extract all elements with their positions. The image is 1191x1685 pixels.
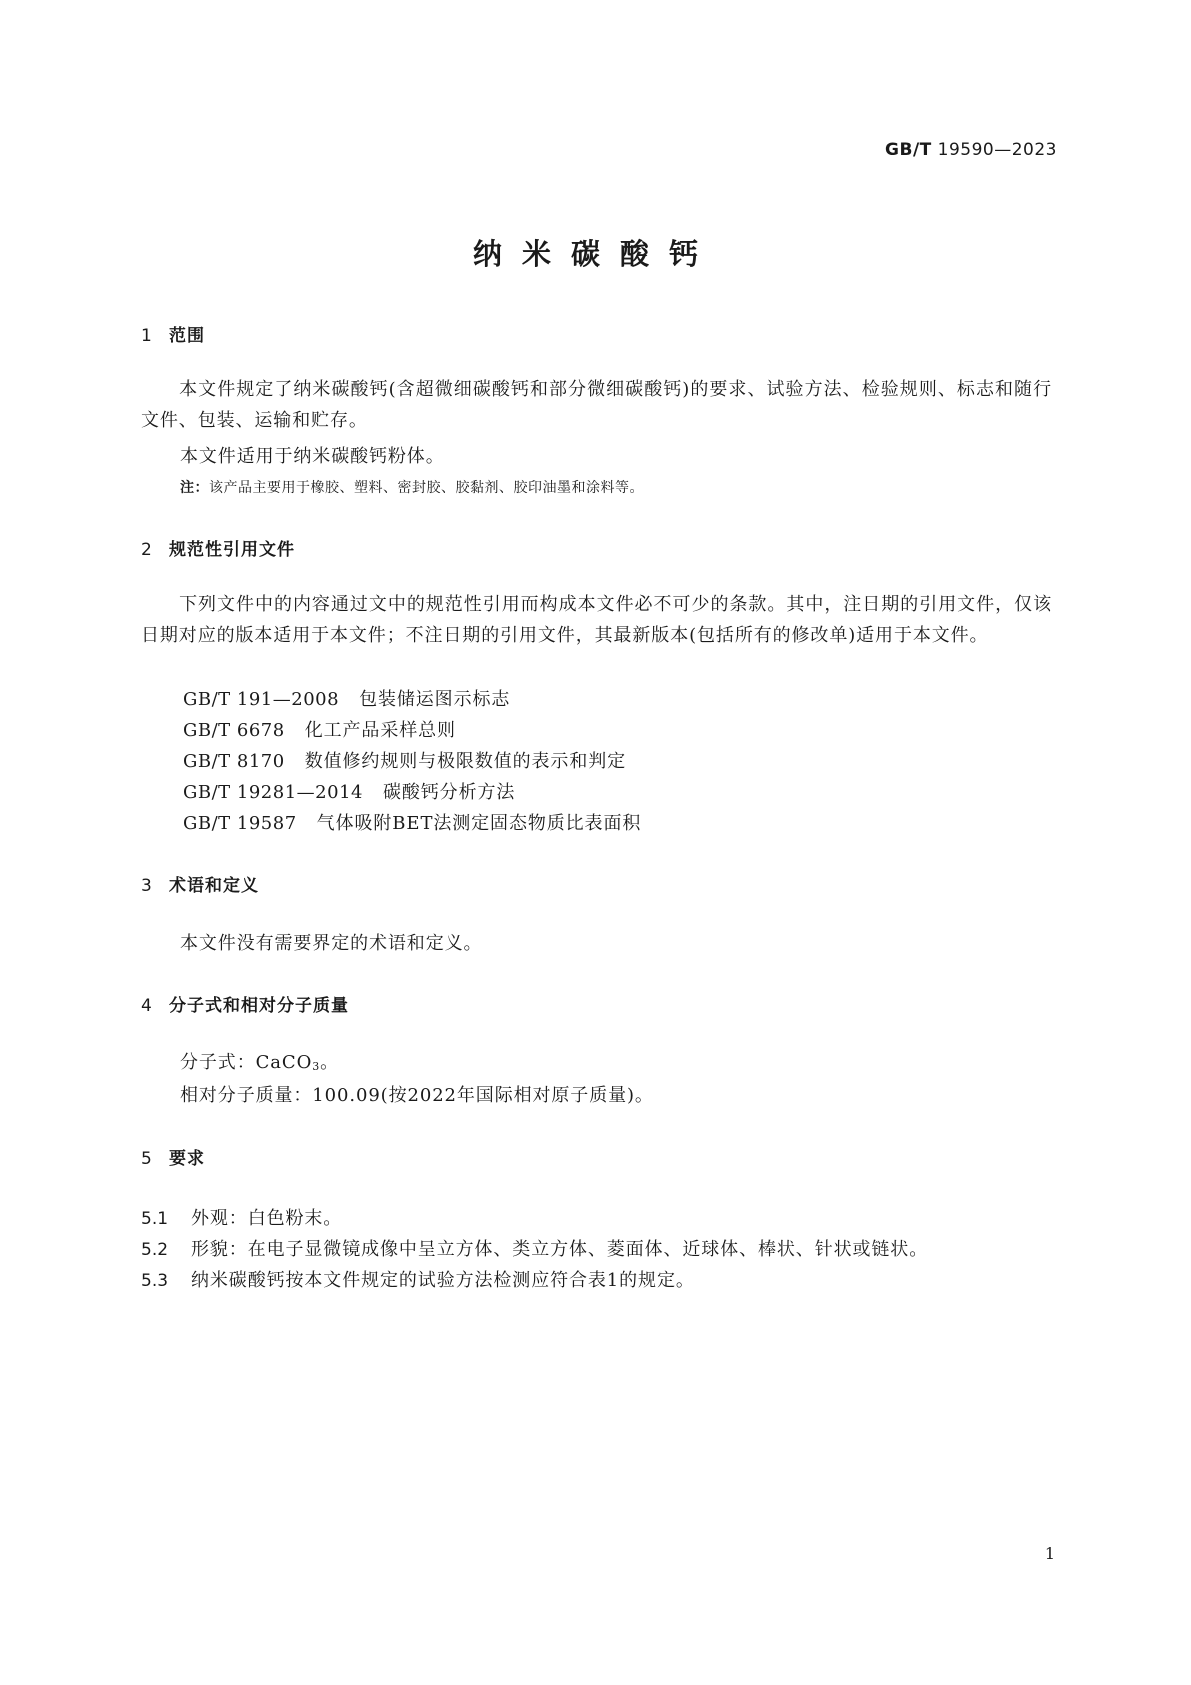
section-title: 规范性引用文件 — [169, 540, 295, 560]
references-paragraph: 下列文件中的内容通过文中的规范性引用而构成本文件必不可少的条款。其中，注日期的引用文件，仅该日期对应的版本适用于本文件；不注日期的引用文件，其最新版本(包括所有的修改单)适用于本文件。 — [141, 594, 1052, 646]
reference-title: 包装储运图示标志 — [359, 689, 511, 710]
reference-code: GB/T 6678 — [183, 720, 285, 741]
clause-text: 纳米碳酸钙按本文件规定的试验方法检测应符合表1的规定。 — [191, 1270, 695, 1291]
reference-item — [183, 716, 456, 742]
reference-code: GB/T 191—2008 — [183, 689, 340, 710]
clause-text: 形貌：在电子显微镜成像中呈立方体、类立方体、菱面体、近球体、棒状、针状或链状。 — [191, 1239, 929, 1260]
clause-text: 外观：白色粉末。 — [191, 1208, 343, 1229]
clause-number: 5.3 — [141, 1271, 169, 1291]
section-title: 分子式和相对分子质量 — [169, 996, 349, 1016]
section-title: 范围 — [169, 326, 205, 346]
section-number: 2 — [141, 540, 153, 560]
reference-code: GB/T 8170 — [183, 751, 285, 772]
reference-title: 化工产品采样总则 — [304, 720, 456, 741]
molecular-mass: 相对分子质量：100.09(按2022年国际相对原子质量)。 — [180, 1085, 654, 1106]
requirement-item — [141, 1235, 928, 1261]
section-title: 术语和定义 — [169, 876, 259, 896]
document-title: 纳米碳酸钙 — [472, 237, 718, 271]
standard-prefix: GB/T — [885, 140, 932, 160]
reference-title: 气体吸附BET法测定固态物质比表面积 — [316, 813, 642, 834]
scope-applicability: 本文件适用于纳米碳酸钙粉体。 — [180, 446, 445, 467]
requirement-item — [141, 1204, 342, 1230]
requirement-item — [141, 1266, 695, 1292]
section-number: 1 — [141, 326, 153, 346]
note-text: 该产品主要用于橡胶、塑料、密封胶、胶黏剂、胶印油墨和涂料等。 — [209, 480, 644, 496]
scope-paragraph: 本文件规定了纳米碳酸钙(含超微细碳酸钙和部分微细碳酸钙)的要求、试验方法、检验规则、标志和随行文件、包装、运输和贮存。 — [141, 379, 1052, 431]
scope-note — [180, 477, 644, 497]
section-3-heading — [141, 871, 259, 896]
reference-item — [183, 809, 641, 835]
standard-code: 19590—2023 — [937, 140, 1057, 160]
standard-number — [885, 140, 1057, 160]
section-4-heading — [141, 991, 349, 1016]
note-label: 注： — [180, 480, 209, 496]
section-number: 4 — [141, 996, 153, 1016]
reference-title: 数值修约规则与极限数值的表示和判定 — [304, 751, 627, 772]
reference-item — [183, 685, 510, 711]
section-title: 要求 — [169, 1149, 205, 1169]
section-number: 5 — [141, 1149, 153, 1169]
reference-code: GB/T 19587 — [183, 813, 297, 834]
terms-paragraph: 本文件没有需要界定的术语和定义。 — [180, 933, 483, 954]
section-5-heading — [141, 1144, 205, 1169]
clause-number: 5.1 — [141, 1209, 169, 1229]
page-number: 1 — [1044, 1544, 1055, 1563]
molecular-formula: 分子式：CaCO$_3$。 — [180, 1052, 340, 1073]
reference-code: GB/T 19281—2014 — [183, 782, 363, 803]
reference-item — [183, 778, 515, 804]
section-1-heading — [141, 321, 205, 346]
reference-title: 碳酸钙分析方法 — [382, 782, 516, 803]
reference-item — [183, 747, 626, 773]
section-number: 3 — [141, 876, 153, 896]
section-2-heading — [141, 535, 295, 560]
clause-number: 5.2 — [141, 1240, 169, 1260]
